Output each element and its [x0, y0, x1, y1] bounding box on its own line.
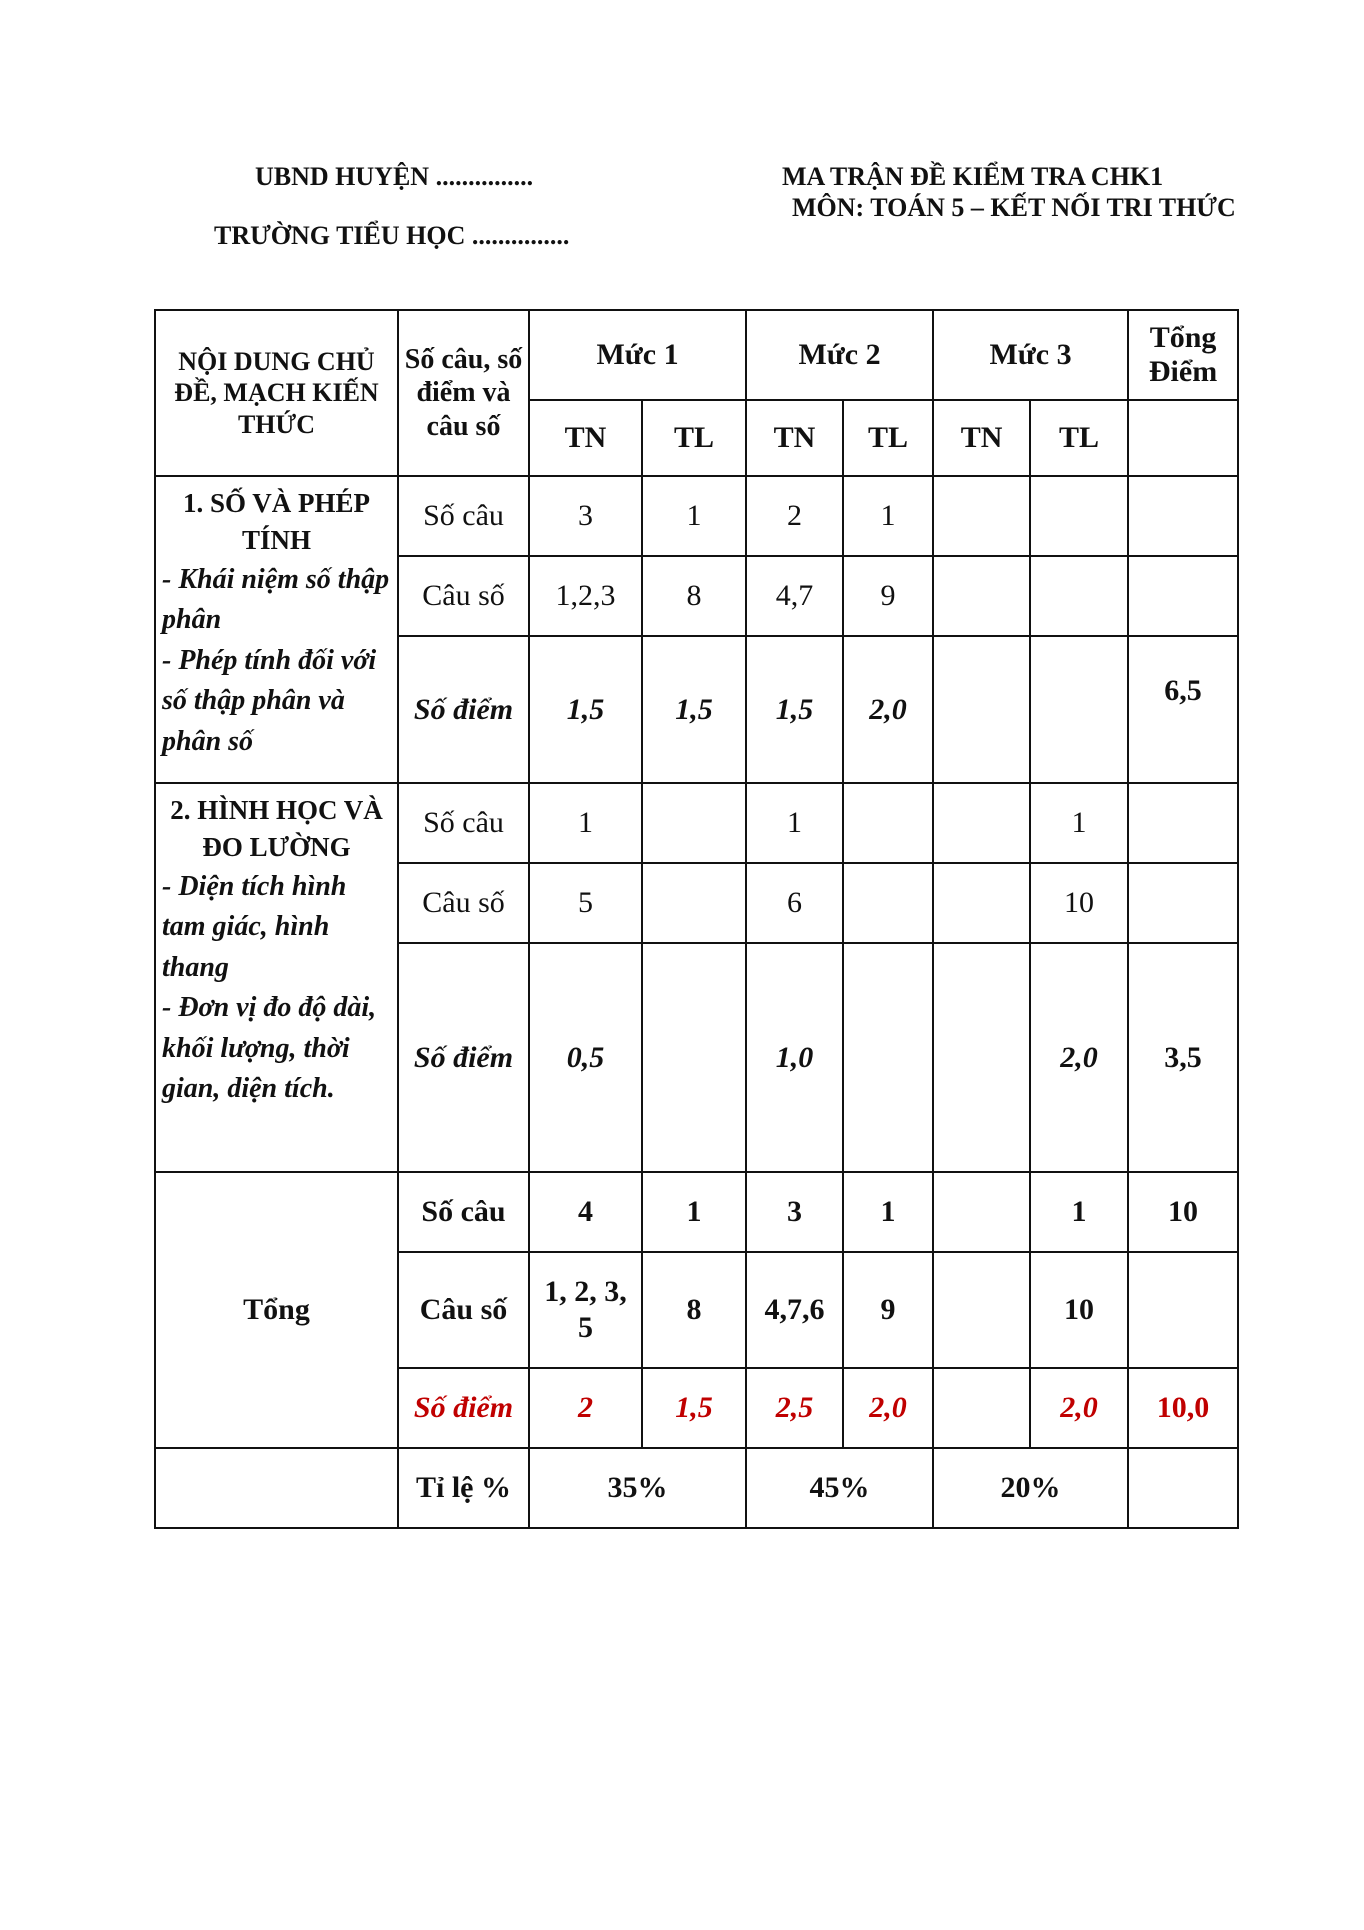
table-cell: 2 [529, 1368, 642, 1448]
table-cell: 1 [746, 783, 843, 863]
ratio-row [155, 1448, 1238, 1528]
row-label: Câu số [398, 556, 529, 636]
table-cell: 5 [529, 863, 642, 943]
subject-title: MÔN: TOÁN 5 – KẾT NỐI TRI THỨC [792, 193, 1236, 222]
topic1-total-points: 6,5 [1128, 636, 1238, 783]
table-cell [642, 943, 746, 1172]
table-cell [1128, 1252, 1238, 1368]
topic1-item2: - Phép tính đối với số thập phân và phân số [162, 644, 377, 757]
table-cell: 8 [642, 1252, 746, 1368]
table-cell [933, 1252, 1030, 1368]
table-cell [1030, 556, 1128, 636]
table-cell: 3 [746, 1172, 843, 1252]
table-cell: 1 [1030, 1172, 1128, 1252]
ratio-level-1: 35% [529, 1448, 746, 1528]
table-cell [933, 1172, 1030, 1252]
table-cell [843, 783, 933, 863]
topic1-title: 1. SỐ VÀ PHÉP TÍNH [182, 488, 371, 556]
table-cell: 1,5 [642, 636, 746, 783]
row-label: Số câu [398, 783, 529, 863]
table-cell: 1 [843, 1172, 933, 1252]
header-level-3: Mức 3 [933, 310, 1128, 400]
table-cell [1128, 476, 1238, 556]
table-cell: 9 [843, 556, 933, 636]
table-cell: 4,7,6 [746, 1252, 843, 1368]
table-cell [933, 1368, 1030, 1448]
row-label: Số điểm [398, 1368, 529, 1448]
topic1-cell [155, 476, 398, 783]
topic1-item1: - Khái niệm số thập phân [162, 563, 390, 636]
table-cell: 4,7 [746, 556, 843, 636]
table-cell [1030, 636, 1128, 783]
table-cell: 1,5 [642, 1368, 746, 1448]
table-header-row [155, 310, 1238, 400]
exam-matrix-table [154, 309, 1239, 1529]
row-label: Câu số [398, 1252, 529, 1368]
table-cell [933, 476, 1030, 556]
table-cell: 1 [529, 783, 642, 863]
table-cell: 2 [746, 476, 843, 556]
table-cell: 10 [1030, 1252, 1128, 1368]
row-label: Số câu [398, 476, 529, 556]
header-level-1: Mức 1 [529, 310, 746, 400]
total-label: Tổng [155, 1172, 398, 1448]
table-cell: 8 [642, 556, 746, 636]
document-title: MA TRẬN ĐỀ KIỂM TRA CHK1 [782, 162, 1164, 191]
table-cell [933, 556, 1030, 636]
header-total-points: Tổng Điểm [1128, 310, 1238, 400]
table-cell: 1,2,3 [529, 556, 642, 636]
header-level1-tn: TN [529, 400, 642, 476]
topic2-item2: - Đơn vị đo độ dài, khối lượng, thời gian, diện tích. [162, 992, 377, 1105]
table-cell: 1, 2, 3, 5 [529, 1252, 642, 1368]
header-total-empty [1128, 400, 1238, 476]
table-cell: 1,5 [529, 636, 642, 783]
table-cell: 10 [1030, 863, 1128, 943]
header-count-points: Số câu, số điểm và câu số [398, 310, 529, 476]
table-cell [1128, 556, 1238, 636]
school-heading: TRƯỜNG TIỂU HỌC ............... [214, 221, 570, 250]
table-cell: 1 [1030, 783, 1128, 863]
header-level3-tl: TL [1030, 400, 1128, 476]
table-cell: 2,0 [1030, 1368, 1128, 1448]
table-cell [1128, 863, 1238, 943]
table-cell: 4 [529, 1172, 642, 1252]
table-cell: 2,0 [1030, 943, 1128, 1172]
table-cell: 3 [529, 476, 642, 556]
table-cell [933, 863, 1030, 943]
table-cell [642, 783, 746, 863]
table-cell [1128, 783, 1238, 863]
header-level1-tl: TL [642, 400, 746, 476]
header-level3-tn: TN [933, 400, 1030, 476]
row-label: Câu số [398, 863, 529, 943]
grand-total-points: 10,0 [1128, 1368, 1238, 1448]
table-cell: 10 [1128, 1172, 1238, 1252]
table-cell: 1 [642, 1172, 746, 1252]
topic2-item1: - Diện tích hình tam giác, hình thang [162, 870, 347, 983]
row-label: Tỉ lệ % [398, 1448, 529, 1528]
district-heading: UBND HUYỆN ............... [255, 162, 534, 191]
topic1-count-row [155, 476, 1238, 556]
row-label: Số câu [398, 1172, 529, 1252]
topic2-title: 2. HÌNH HỌC VÀ ĐO LƯỜNG [170, 795, 383, 863]
table-cell: 0,5 [529, 943, 642, 1172]
table-cell: 2,5 [746, 1368, 843, 1448]
table-cell [1030, 476, 1128, 556]
topic2-count-row [155, 783, 1238, 863]
header-level-2: Mức 2 [746, 310, 933, 400]
header-topic: NỘI DUNG CHỦ ĐỀ, MẠCH KIẾN THỨC [155, 310, 398, 476]
table-cell: 9 [843, 1252, 933, 1368]
table-cell: 1 [642, 476, 746, 556]
table-cell: 1 [843, 476, 933, 556]
ratio-level-3: 20% [933, 1448, 1128, 1528]
topic2-cell [155, 783, 398, 1172]
table-cell [933, 943, 1030, 1172]
ratio-level-2: 45% [746, 1448, 933, 1528]
row-label: Số điểm [398, 636, 529, 783]
header-level2-tl: TL [843, 400, 933, 476]
table-cell: 1,5 [746, 636, 843, 783]
table-cell: 2,0 [843, 636, 933, 783]
header-level2-tn: TN [746, 400, 843, 476]
ratio-empty-cell [155, 1448, 398, 1528]
row-label: Số điểm [398, 943, 529, 1172]
table-cell [843, 863, 933, 943]
table-cell [642, 863, 746, 943]
ratio-total-empty [1128, 1448, 1238, 1528]
table-cell: 6 [746, 863, 843, 943]
table-cell: 2,0 [843, 1368, 933, 1448]
table-cell [843, 943, 933, 1172]
table-cell [933, 636, 1030, 783]
table-cell: 1,0 [746, 943, 843, 1172]
table-cell [933, 783, 1030, 863]
topic2-total-points: 3,5 [1128, 943, 1238, 1172]
total-count-row [155, 1172, 1238, 1252]
